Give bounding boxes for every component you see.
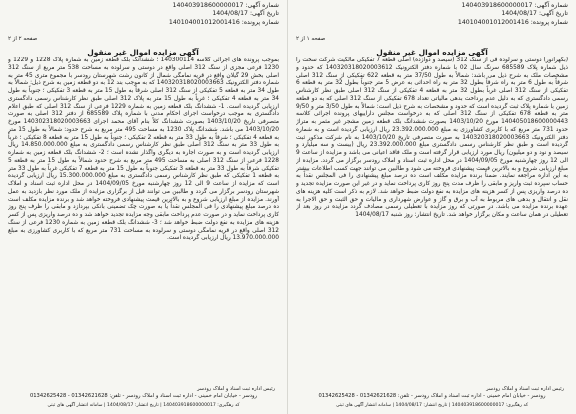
page-title: آگهی مزایده اموال غیر منقول	[376, 48, 488, 57]
case-number: شماره پرونده: 140104001012001416	[457, 18, 568, 26]
notice-body: بموجب پرونده های اجرائی کلاسه 140300114 ؛ ششدانگ بلک قطعه زمین به شماره پلاک 1228 و 1229 و 1230 فرعی مجزی از سنگ 312 اصلی واقع در دوستی و سرلوده به مساحت 538 متر مربع از سنگ 312 اصلی بخش 29 گیلان واقع در قریه نمامگی شمال از کانون رشت شهرستان رودسر با مجموع متری 45 متر به شماره دفتر الکترونیک 140320318020003663 که به موجب بند 12 به دو قطعه زمین به شرح ذیل: شمالاً به طول 34 متر به قطعه 5 تفکیکی از سنگ 312 اصلی شرقاً به طول 15 متر به قطعه 3 تفکیکی ؛ جنوباً به طول 34 متر به قطعه 4 تفکیکی ؛ غرباً به طول 15 متر به پلاک 312 اصلی طبق نظر کارشناس رسمی دادگستری ارزیابی گردیده است. 1- ششدانگ بلک قطعه زمین به شماره 1229 فرعی از سنگ 312 اصلی که طبق اعلام دادگستری به موجب درخواست اجرای احکام مدنی با شماره پلاک 685589 از دفتر 312 اصلی به صورت متصرفی تاریخ 1403/10/20 بصورت ششدانگ کلاً بنام آقای محمد اجرای 140302318020003663 مورخ 1403/10/20 می باشد. ششدانگ پلاک 1230 به مساحت 495 متر مربع به شرح حدود: شمالاً به طول 15 متر به قطعه 4 تفکیکی ؛ شرقاً به طول 33 متر به قطعه 2 تفکیکی ؛ جنوباً به طول 15 متر به قطعه 8 تفکیکی ؛ غرباً به طول 33 متر به سنگ 312 اصلی طبق نظر کارشناس رسمی دادگستری به مبلغ 14.850.000.000 ریال ارزیابی گردیده است و به صورت اجاره به دیگری واگذار نشده است ؛ 2- ششدانگ بلک قطعه زمین به شماره 1228 فرعی از سنگ 312 اصلی به مساحت 495 متر مربع به شرح حدود شمالاً به طول 15 متر به قطعه 5 تفکیکی شرقاً به طول 33 متر به قطعه 3 تفکیکی جنوباً به طول 15 متر به قطعه 7 تفکیکی غرباً به طول 33 متر به قطعه 1 تفکیکی که طبق نظر کارشناس رسمی دادگستری به مبلغ 15.300.000.000 ریال ارزیابی گردیده است که مزایده از ساعت 9 الی 12 روز چهارشنبه مورخ 1404/09/05 در محل اداره ثبت اسناد و املاک شهرستان رودسر برگزار می گردد و طالبین می توانند قبل از برگزاری مزایده از ملک مورد نظر بازدید به عمل آورند. مزایده از مبلغ ارزیابی شروع و به بالاترین قیمت پیشنهادی فروخته خواهد شد و برنده مزایده مکلف است ده درصد مبلغ پیشنهادی را فی المجلس نقداً یا به صورت چک تضمینی بانکی بپردازد و مابقی را ظرف پنج روز کاری پرداخت نماید و در صورت عدم پرداخت مابقی وجه مزایده تجدید خواهد شد و ده درصد واریزی پس از کسر هزینه های مزایده به نفع دولت ضبط خواهد شد ؛ 3- ششدانگ بلک قطعه زمین به شماره 1230 فرعی از سنگ 312 اصلی واقع در قریه نمامگی دوستی و سرلوده به مساحت 731 متر مربع که با کاربری کشاورزی به مبلغ 13.970.000.000 ریال ارزیابی گردیده است.	[8, 57, 279, 242]
footer-address: رودسر - خیابان امام خمینی - اداره ثبت اسناد و املاک رودسر - تلفن: 01342621628 - 01342625428	[318, 393, 546, 399]
signature: رئیس اداره ثبت اسناد و املاک رودسر	[486, 386, 564, 392]
footer-tracking: کد رهگیری: 140403918600000017 | تاریخ انتشار: 1404/08/17 | سامانه انتشار آگهی های ثبتی	[335, 403, 529, 408]
signature: رئیس اداره ثبت اسناد و املاک رودسر	[197, 386, 275, 392]
case-number: شماره پرونده: 140104001012001416	[168, 18, 279, 26]
notice-number: شماره آگهی: 140403918600000017	[461, 2, 568, 9]
notice-number: شماره آگهی: 140403918600000017	[172, 2, 279, 9]
page-title: آگهی مزایده اموال غیر منقول	[87, 48, 199, 57]
notice-date: تاریخ آگهی: 1404/08/17	[501, 10, 568, 18]
notice-body: (بکهرانور) دوستی و سرلوده فی از سنگ 312 (سیصد و دوازده) اصلی قطعه 7 تفکیکی مالکیت شرکت سخت را ذیل شماره پلاک 685589 سرنگ سال 02 با شماره دفتر الکترونیک 140320318020003612 که حدود و مشخصات ملک به شرح ذیل می باشد: شمالاً به طول 37/50 متر به قطعه 622 تفکیکی از سنگ 312 اصلی شرقاً به طول 6 متر به راه شرقاً بطول 32 متر به راه احداثی به عرض 5 متر جنوباً بطول 32 متر به قطعه 6 تفکیکی از سنگ 312 اصلی غرباً بطول 32 متر به قطعه 4 تفکیکی از سنگ 312 اصلی طبق نظر کارشناس رسمی دادگستری که به دلیل عدم پرداخت بدهی مالیاتی تعداد 678 تفکیکی از سنگ 312 اصلی که به دو قطعه زمین با شماره پلاک ثبت گردیده است که حدود و مشخصات به شرح ذیل است: شمالاً به طول 3/50 متر و 9/50 متر به قطعه 678 تفکیکی از سنگ 312 اصلی که به درخواست مجلس داراییهای پرونده اجرائی کلاسه 140405018600000443 مورخ 1403/10/20 بصورت ششدانگ بلک قطعه زمین مشجر غیر مثمر به متراژ حدود 731 متر مربع که با کاربری کشاورزی به مبلغ 23.392.000.000 ریال ارزیابی گردیده است و به شماره دفتر الکترونیک 140320318020003663 به صورت متصرفی تاریخ 1403/10/20 به نام شرکت مذکور ثبت گردیده است و طبق نظر کارشناس رسمی دادگستری مبلغ 23.392.000.000 ریال (بیست و سه میلیارد و سیصد و نود و دو میلیون) ریال مورد ارزیابی قرار گرفته است و ملک فاقد اعیانی می باشد و مزایده از ساعت 9 الی 12 روز چهارشنبه مورخ 1404/09/05 در محل اداره ثبت اسناد و املاک رودسر برگزار می گردد. مزایده از مبلغ ارزیابی شروع و به بالاترین قیمت پیشنهادی فروخته می شود و طالبین می توانند جهت کسب اطلاعات بیشتر به این اداره مراجعه نمایند. ضمناً برنده مزایده مکلف است ده درصد مبلغ پیشنهادی را فی المجلس نقداً به حساب سپرده ثبت واریز و مابقی را ظرف مدت پنج روز کاری پرداخت نماید و در غیر این صورت مزایده تجدید و ده درصد واریزی پس از کسر هزینه های مزایده به نفع دولت ضبط خواهد شد. لازم به ذکر است کلیه هزینه های نقل و انتقال و بدهی های مربوط به آب و برق و گاز و عوارض شهرداری و مالیات و حق الثبت و حق الاجرا به عهده برنده مزایده می باشد. در صورتی که روز مزایده با تعطیلی رسمی مصادف گردد مزایده در روز بعد از تعطیلی در همان ساعت و مکان برگزار خواهد شد. تاریخ انتشار: روز شنبه 1404/08/17	[296, 57, 568, 218]
notice-date: تاریخ آگهی: 1404/08/17	[212, 10, 279, 18]
right-page	[288, 0, 576, 414]
footer-address: رودسر - خیابان امام خمینی - اداره ثبت اسناد و املاک رودسر - تلفن: 01342621628 - 01342625428	[29, 393, 258, 399]
page-number: صفحه ۱ از ۲	[296, 36, 326, 42]
notice-header	[458, 2, 568, 27]
footer-tracking: کد رهگیری: 140403918600000017 | تاریخ انتشار: 1404/08/17 | سامانه انتشار آگهی های ثبتی	[47, 403, 240, 408]
notice-header	[169, 2, 279, 27]
page-number: صفحه ۲ از ۲	[8, 36, 38, 42]
